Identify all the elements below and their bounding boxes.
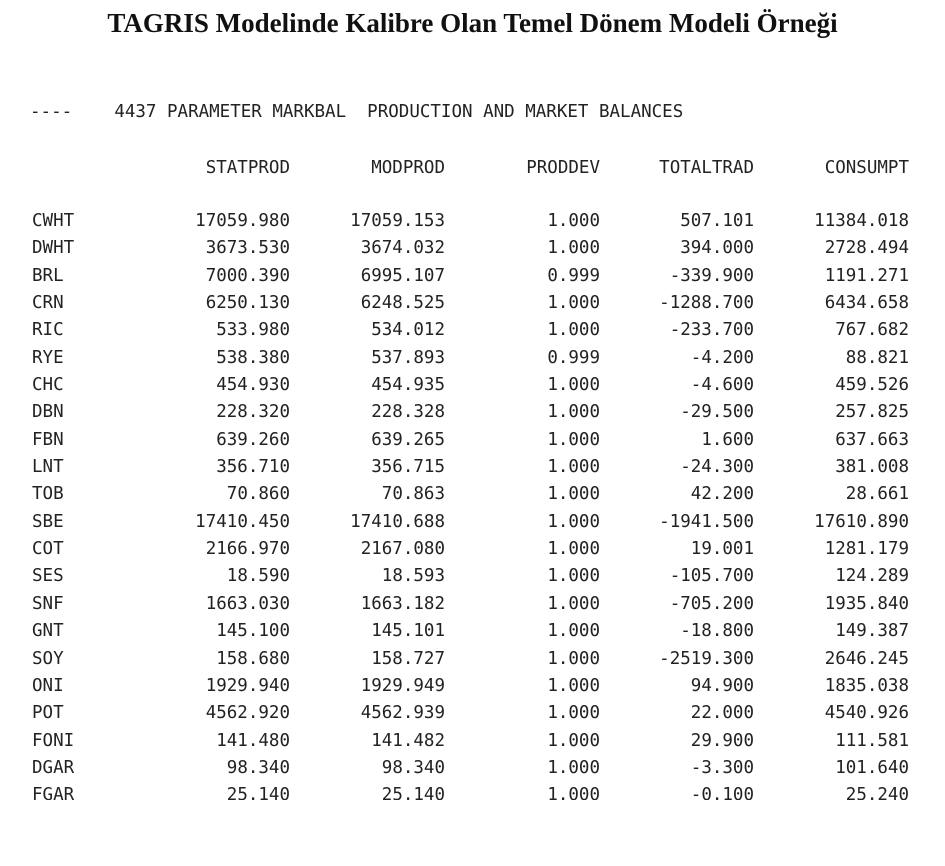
table-cell: 149.387 — [835, 621, 909, 642]
table-cell: -0.100 — [690, 785, 754, 800]
table-row — [0, 648, 945, 675]
table-cell: 1.000 — [547, 675, 600, 696]
row-label: SNF — [32, 593, 64, 614]
table-cell: 639.265 — [371, 429, 445, 450]
row-label: COT — [32, 539, 64, 560]
table-row — [0, 347, 945, 374]
row-label: CRN — [32, 293, 64, 314]
table-cell: 70.860 — [226, 484, 290, 505]
row-label: SOY — [32, 648, 64, 669]
column-header: STATPROD — [205, 158, 290, 178]
table-cell: 1281.179 — [824, 539, 909, 560]
row-label: BRL — [32, 265, 64, 286]
table-cell: 228.328 — [371, 402, 445, 423]
table-cell: 1.000 — [547, 457, 600, 478]
table-cell: 3673.530 — [205, 238, 290, 259]
table-cell: 1835.038 — [824, 675, 909, 696]
table-cell: 537.893 — [371, 347, 445, 368]
table-cell: 1.000 — [547, 293, 600, 314]
table-cell: 29.900 — [690, 730, 754, 751]
table-cell: 145.101 — [371, 621, 445, 642]
table-cell: 1.000 — [547, 429, 600, 450]
table-row — [0, 620, 945, 647]
table-cell: 507.101 — [680, 211, 754, 231]
table-cell: 22.000 — [690, 703, 754, 724]
table-cell: 538.380 — [216, 347, 290, 368]
table-cell: -705.200 — [669, 593, 754, 614]
table-cell: 1.000 — [547, 648, 600, 669]
table-cell: 158.680 — [216, 648, 290, 669]
table-cell: 6995.107 — [360, 265, 445, 286]
table-cell: 1.000 — [547, 621, 600, 642]
parameter-header — [30, 102, 683, 122]
table-cell: 534.012 — [371, 320, 445, 341]
table-cell: 25.240 — [845, 785, 909, 800]
header-dashes: ---- — [30, 102, 73, 122]
table-cell: 6250.130 — [205, 293, 290, 314]
table-cell: 7000.390 — [205, 265, 290, 286]
table-cell: 18.590 — [226, 566, 290, 587]
row-label: FBN — [32, 429, 64, 450]
table-cell: 25.140 — [226, 785, 290, 800]
table-cell: 639.260 — [216, 429, 290, 450]
table-row — [0, 593, 945, 620]
table-cell: -233.700 — [669, 320, 754, 341]
row-label: FONI — [32, 730, 75, 751]
table-row — [0, 456, 945, 483]
table-cell: 1.000 — [547, 484, 600, 505]
table-cell: 18.593 — [381, 566, 445, 587]
table-cell: 42.200 — [690, 484, 754, 505]
table-cell: 28.661 — [845, 484, 909, 505]
table-cell: -18.800 — [680, 621, 754, 642]
table-cell: 101.640 — [835, 757, 909, 778]
table-cell: 3674.032 — [360, 238, 445, 259]
table-row — [0, 265, 945, 292]
table-cell: 17059.980 — [195, 211, 290, 231]
table-cell: 17410.688 — [350, 511, 445, 532]
table-row — [0, 210, 945, 237]
row-label: ONI — [32, 675, 64, 696]
row-label: TOB — [32, 484, 64, 505]
table-cell: 2728.494 — [824, 238, 909, 259]
table-cell: -339.900 — [669, 265, 754, 286]
table-cell: 1191.271 — [824, 265, 909, 286]
table-cell: 0.999 — [547, 347, 600, 368]
table-cell: 1.000 — [547, 402, 600, 423]
table-cell: 1.000 — [547, 375, 600, 396]
table-cell: 141.480 — [216, 730, 290, 751]
table-row — [0, 784, 945, 800]
table-cell: 459.526 — [835, 375, 909, 396]
table-cell: 2166.970 — [205, 539, 290, 560]
header-text: 4437 PARAMETER MARKBAL PRODUCTION AND MARKET BALANCES — [114, 102, 684, 122]
row-label: RYE — [32, 347, 64, 368]
table-cell: 1935.840 — [824, 593, 909, 614]
table-cell: 6434.658 — [824, 293, 909, 314]
table-cell: 158.727 — [371, 648, 445, 669]
column-header: PRODDEV — [526, 158, 600, 178]
table-cell: 1.600 — [701, 429, 754, 450]
table-row — [0, 429, 945, 456]
table-cell: 454.930 — [216, 375, 290, 396]
page-title: TAGRIS Modelinde Kalibre Olan Temel Dönem Modeli Örneği — [107, 8, 838, 38]
column-header: CONSUMPT — [824, 158, 909, 178]
table-cell: 637.663 — [835, 429, 909, 450]
table-row — [0, 511, 945, 538]
row-label: DGAR — [32, 757, 75, 778]
table-cell: -2519.300 — [659, 648, 754, 669]
column-header: TOTALTRAD — [659, 158, 754, 178]
table-cell: 1.000 — [547, 757, 600, 778]
table-row — [0, 483, 945, 510]
table-cell: 98.340 — [226, 757, 290, 778]
row-label: DBN — [32, 402, 64, 423]
table-cell: 124.289 — [835, 566, 909, 587]
row-label: SBE — [32, 511, 64, 532]
table-row — [0, 319, 945, 346]
table-cell: 2167.080 — [360, 539, 445, 560]
table-cell: 17059.153 — [350, 211, 445, 231]
table-cell: 1663.030 — [205, 593, 290, 614]
table-row — [0, 757, 945, 784]
table-cell: 1.000 — [547, 511, 600, 532]
row-label: LNT — [32, 457, 64, 478]
table-cell: 1929.940 — [205, 675, 290, 696]
table-cell: 454.935 — [371, 375, 445, 396]
table-cell: 356.710 — [216, 457, 290, 478]
row-label: RIC — [32, 320, 64, 341]
table-cell: 533.980 — [216, 320, 290, 341]
row-label: GNT — [32, 621, 64, 642]
table-cell: 1.000 — [547, 320, 600, 341]
table-cell: 257.825 — [835, 402, 909, 423]
table-cell: -4.200 — [690, 347, 754, 368]
table-cell: 17410.450 — [195, 511, 290, 532]
table-cell: 0.999 — [547, 265, 600, 286]
table-cell: 1929.949 — [360, 675, 445, 696]
table-cell: 141.482 — [371, 730, 445, 751]
table-row — [0, 292, 945, 319]
table-cell: -29.500 — [680, 402, 754, 423]
table-cell: -4.600 — [690, 375, 754, 396]
table-cell: 1663.182 — [360, 593, 445, 614]
table-row — [0, 730, 945, 757]
table-cell: 19.001 — [690, 539, 754, 560]
table-row — [0, 374, 945, 401]
table-cell: 25.140 — [381, 785, 445, 800]
table-cell: 1.000 — [547, 211, 600, 231]
row-label: CWHT — [32, 211, 75, 231]
table-cell: -24.300 — [680, 457, 754, 478]
table-cell: 1.000 — [547, 593, 600, 614]
table-cell: 2646.245 — [824, 648, 909, 669]
row-label: SES — [32, 566, 64, 587]
row-label: DWHT — [32, 238, 75, 259]
table-cell: 1.000 — [547, 539, 600, 560]
table-cell: 228.320 — [216, 402, 290, 423]
table-cell: 4562.920 — [205, 703, 290, 724]
table-row — [0, 538, 945, 565]
table-cell: -3.300 — [690, 757, 754, 778]
table-cell: 381.008 — [835, 457, 909, 478]
table-cell: 1.000 — [547, 785, 600, 800]
table-cell: 394.000 — [680, 238, 754, 259]
table-cell: 1.000 — [547, 730, 600, 751]
table-cell: 98.340 — [381, 757, 445, 778]
market-balance-table — [0, 210, 945, 800]
row-label: CHC — [32, 375, 64, 396]
table-cell: 6248.525 — [360, 293, 445, 314]
table-cell: 111.581 — [835, 730, 909, 751]
table-cell: 1.000 — [547, 238, 600, 259]
table-cell: 70.863 — [381, 484, 445, 505]
table-cell: 11384.018 — [814, 211, 909, 231]
table-cell: 356.715 — [371, 457, 445, 478]
table-cell: 767.682 — [835, 320, 909, 341]
table-cell: 4540.926 — [824, 703, 909, 724]
table-cell: 17610.890 — [814, 511, 909, 532]
row-label: POT — [32, 703, 64, 724]
table-row — [0, 565, 945, 592]
table-cell: -1941.500 — [659, 511, 754, 532]
table-cell: 1.000 — [547, 566, 600, 587]
table-cell: 145.100 — [216, 621, 290, 642]
table-row — [0, 675, 945, 702]
row-label: FGAR — [32, 785, 75, 800]
table-cell: 88.821 — [845, 347, 909, 368]
table-cell: 94.900 — [690, 675, 754, 696]
table-row — [0, 702, 945, 729]
table-cell: 1.000 — [547, 703, 600, 724]
table-row — [0, 401, 945, 428]
column-header: MODPROD — [371, 158, 445, 178]
table-cell: 4562.939 — [360, 703, 445, 724]
table-cell: -1288.700 — [659, 293, 754, 314]
table-cell: -105.700 — [669, 566, 754, 587]
table-row — [0, 237, 945, 264]
